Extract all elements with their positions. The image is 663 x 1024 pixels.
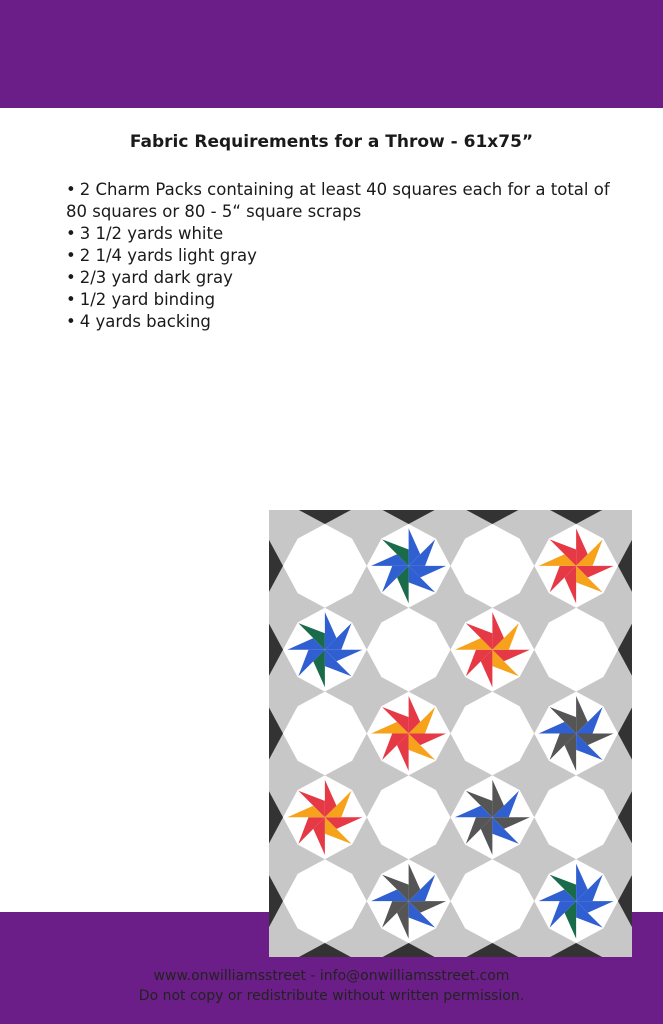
- bullet: •: [66, 180, 76, 199]
- list-item: [66, 311, 626, 333]
- list-item: [66, 179, 626, 223]
- requirement-text: 4 yards backing: [79, 312, 211, 331]
- requirement-text: 3 1/2 yards white: [79, 224, 224, 243]
- list-item: [66, 223, 626, 245]
- bullet: •: [66, 290, 76, 309]
- requirement-text: 1/2 yard binding: [79, 290, 216, 309]
- requirements-list: [66, 179, 626, 333]
- requirement-text: 2 Charm Packs containing at least 40 squares each for a total of 80 squares or 80 - 5“ square scraps: [66, 180, 610, 221]
- quilt-graphic: [269, 510, 632, 957]
- bullet: •: [66, 246, 76, 265]
- page-title: Fabric Requirements for a Throw - 61x75”: [129, 132, 534, 152]
- requirement-text: 2/3 yard dark gray: [79, 268, 233, 287]
- list-item: [66, 245, 626, 267]
- bullet: •: [66, 312, 76, 331]
- list-item: [66, 289, 626, 311]
- footer-copyright: Do not copy or redistribute without written permission.: [138, 988, 525, 1004]
- bullet: •: [66, 268, 76, 287]
- footer: [0, 966, 663, 1006]
- footer-contact: www.onwilliamsstreet - info@onwilliamsstreet.com: [153, 968, 510, 984]
- bullet: •: [66, 224, 76, 243]
- requirement-text: 2 1/4 yards light gray: [79, 246, 257, 265]
- quilt-illustration: [269, 510, 632, 957]
- list-item: [66, 267, 626, 289]
- top-banner: [0, 0, 663, 108]
